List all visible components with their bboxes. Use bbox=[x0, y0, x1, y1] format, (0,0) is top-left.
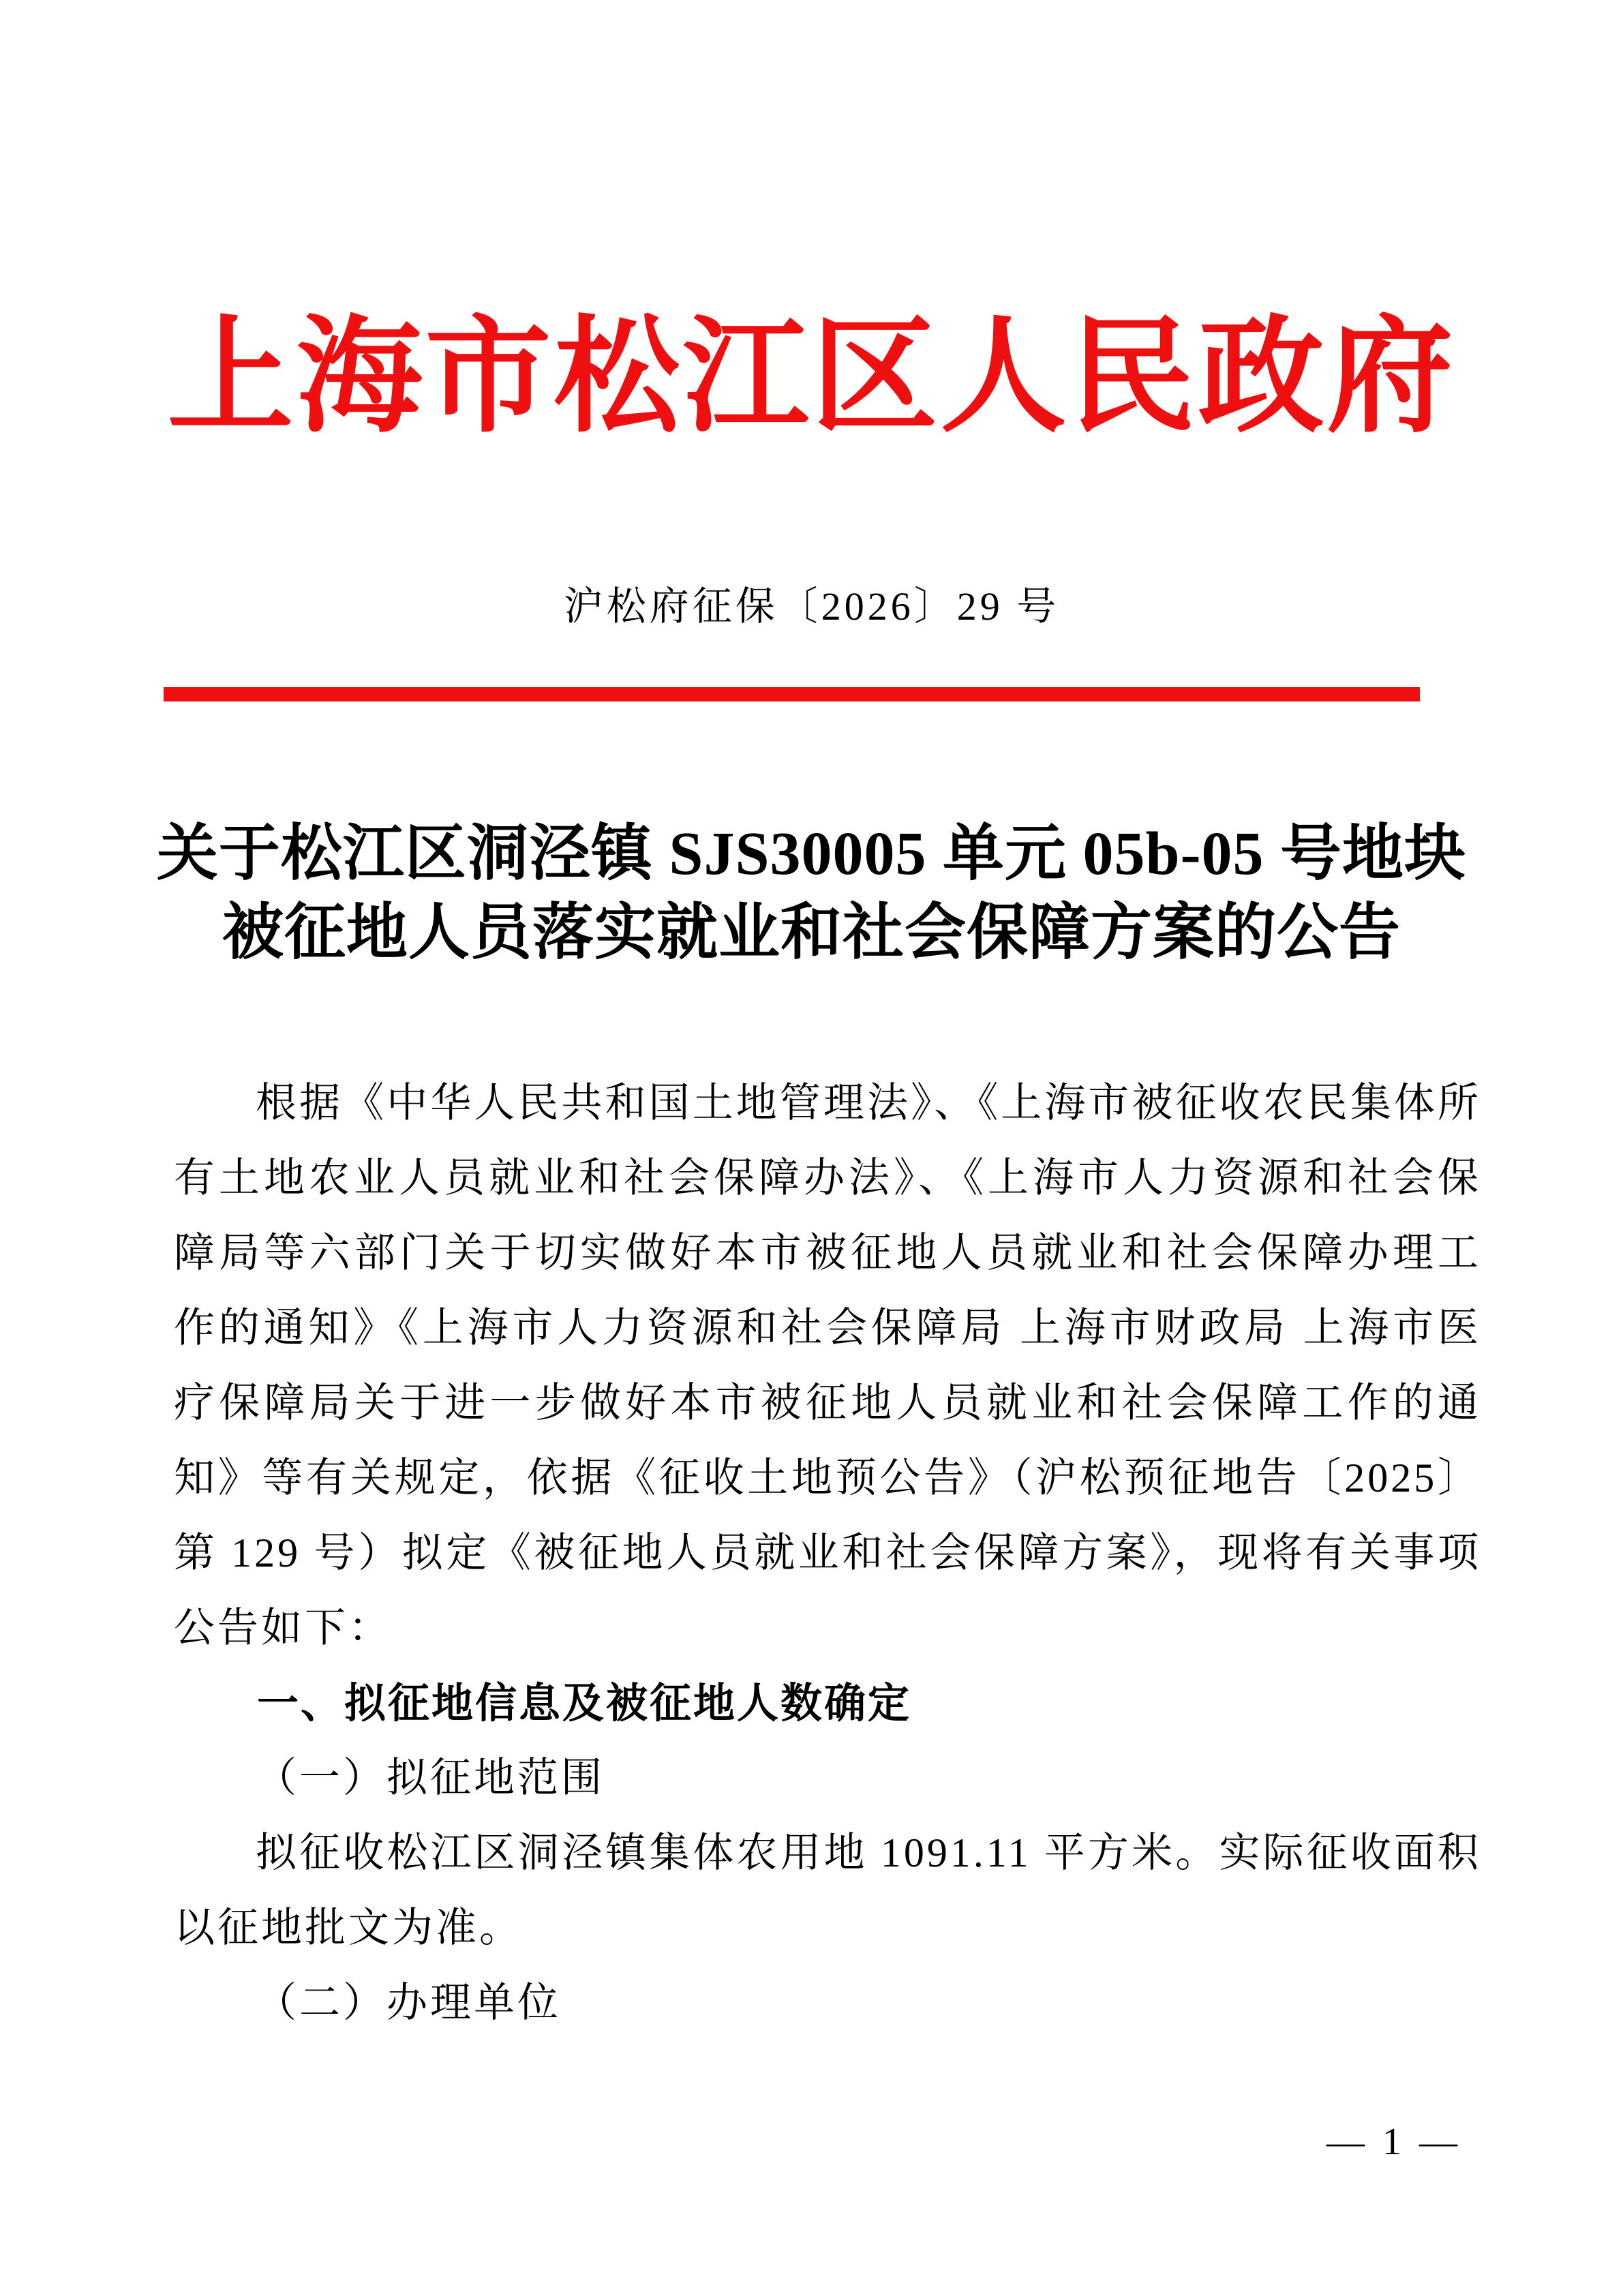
document-number: 沪松府征保〔2026〕29 号 bbox=[563, 584, 1060, 629]
red-divider-rule bbox=[164, 687, 1420, 701]
subsection-heading-handling-unit: （二）办理单位 bbox=[256, 1980, 561, 2025]
document-title-line1: 关于松江区洞泾镇 SJS30005 单元 05b-05 号地块 bbox=[156, 820, 1467, 888]
subsection-heading-land-scope: （一）拟征地范围 bbox=[256, 1755, 605, 1800]
page-number: — 1 — bbox=[1326, 2121, 1461, 2163]
section-heading-land-info: 一、拟征地信息及被征地人数确定 bbox=[257, 1680, 912, 1726]
paragraph-land-area: 拟征收松江区洞泾镇集体农用地 1091.11 平方米。实际征收面积以征地批文为准。 bbox=[174, 1830, 1481, 1950]
paragraph-legal-basis: 根据《中华人民共和国土地管理法》、《上海市被征收农民集体所有土地农业人员就业和社会保障办法》、《上海市人力资源和社会保障局等六部门关于切实做好本市被征地人员就业和社会保障办理工作的通知》《上海市人力资源和社会保障局 上海市财政局 上海市医疗保障局关于进一步做好本市被征地人员就业和社会保障工作的通知》等有关规定，依据《征收土地预公告》（沪松预征地告〔2025〕第 129 号）拟定《被征地人员就业和社会保障方案》，现将有关事项公告如下： bbox=[174, 1081, 1481, 1650]
document-title bbox=[78, 815, 1545, 973]
document-title-line2: 被征地人员落实就业和社会保障方案的公告 bbox=[222, 899, 1401, 967]
document-body bbox=[174, 1066, 1481, 2040]
government-org-title: 上海市松江区人民政府 bbox=[167, 308, 1456, 448]
